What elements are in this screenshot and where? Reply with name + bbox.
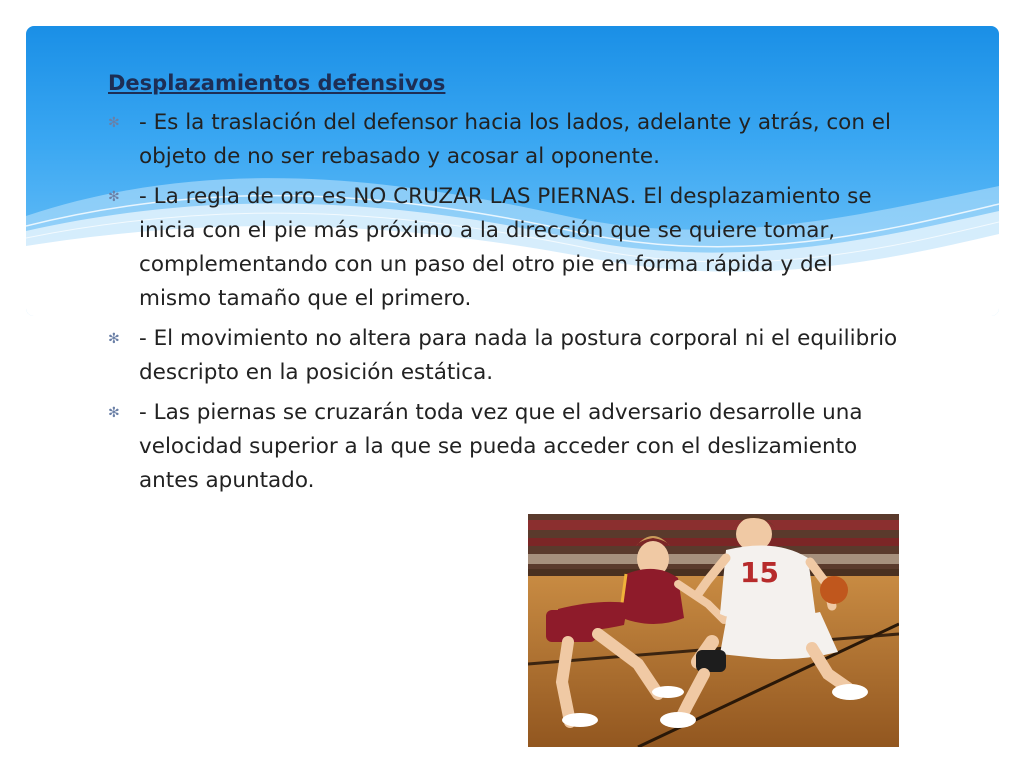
bullet-list <box>108 106 908 498</box>
asterisk-icon: ✻ <box>108 189 120 205</box>
basketball-photo <box>528 514 899 747</box>
asterisk-icon: ✻ <box>108 115 120 131</box>
asterisk-icon: ✻ <box>108 405 120 421</box>
bullet-text: - Las piernas se cruzarán toda vez que el adversario desarrolle una velocidad superior a la que se pueda acceder con el deslizamiento antes apuntado. <box>139 400 863 493</box>
bullet-text: - La regla de oro es NO CRUZAR LAS PIERNAS. El desplazamiento se inicia con el pie más próximo a la dirección que se quiere tomar, complementando con un paso del otro pie en forma rápida y del mismo tamaño que el primero. <box>139 184 872 311</box>
bullet-text: - El movimiento no altera para nada la postura corporal ni el equilibrio descripto en la posición estática. <box>139 326 898 385</box>
asterisk-icon: ✻ <box>108 331 120 347</box>
jersey-number: 15 <box>740 556 779 589</box>
bullet-item <box>108 322 908 390</box>
slide-title: Desplazamientos defensivos <box>108 71 446 95</box>
bullet-text: - Es la traslación del defensor hacia los lados, adelante y atrás, con el objeto de no ser rebasado y acosar al oponente. <box>139 110 891 169</box>
bullet-item <box>108 180 908 316</box>
bullet-item <box>108 106 908 174</box>
bullet-item <box>108 396 908 498</box>
slide-content <box>108 68 908 504</box>
